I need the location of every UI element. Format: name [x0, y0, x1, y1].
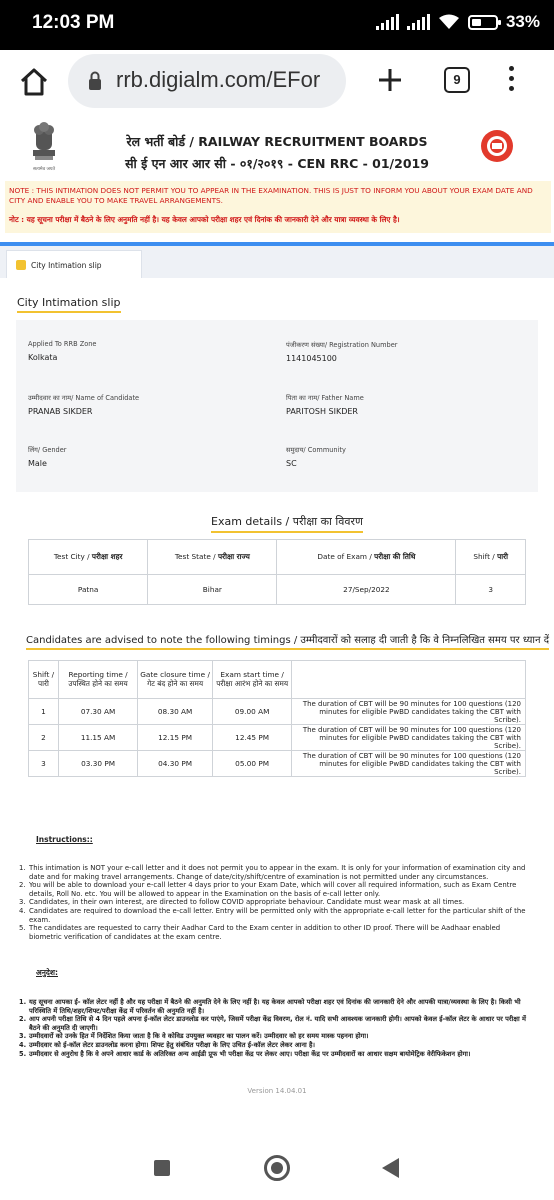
column-header-exam-date: Date of Exam / परीक्षा की तिथि	[277, 540, 456, 575]
field-father-name	[286, 393, 364, 416]
list-item: 1. This intimation is NOT your e-call letter and it does not permit you to appear in the exam. It is only for your information of examination city and date and for making travel arrangements. Change of date/city/shift/centre of examination is not permitted under any circumstances.	[19, 864, 526, 881]
note-banner	[5, 181, 551, 233]
column-header-reporting-time: Reporting time / उपस्थित होने का समय	[58, 661, 138, 699]
list-item: 3. उम्मीदवारों को उनके हित में निर्देशित किया जाता है कि वे कोविड उपयुक्त व्यवहार का पालन करें। उम्मीदवार को हर समय मास्क पहनना होगा।	[19, 1032, 369, 1041]
cell-test-state: Bihar	[148, 575, 277, 605]
tab-strip	[0, 246, 554, 278]
tab-label: City Intimation slip	[31, 261, 102, 270]
table-row	[29, 751, 526, 777]
nav-home-icon[interactable]	[264, 1155, 290, 1181]
field-value: Male	[28, 459, 47, 468]
column-header-duration	[292, 661, 526, 699]
instructions-hindi-heading: अनुदेश:	[36, 968, 58, 977]
home-icon[interactable]	[18, 66, 50, 98]
list-item: 3. Candidates, in their own interest, are directed to follow COVID appropriate behaviour. Candidate must wear mask at all times.	[19, 898, 465, 907]
table-row	[29, 725, 526, 751]
battery-icon	[468, 15, 498, 30]
browser-toolbar	[0, 50, 554, 114]
lock-icon	[88, 71, 102, 91]
note-hindi	[9, 215, 547, 225]
tab-switcher-button[interactable]: 9	[444, 67, 470, 93]
note-text: : THIS INTIMATION DOES NOT PERMIT YOU TO APPEAR IN THE EXAMINATION. THIS IS JUST TO INFORM YOU ABOUT YOUR EXAM DATE AND CITY AND ENABLE YOU TO MAKE TRAVEL ARRANGEMENTS.	[9, 186, 533, 205]
list-item: 4. उम्मीदवार को ई-कॉल लेटर डाउनलोड करना होगा। शिफ्ट हेतु संबंधित परीक्षा के लिए उचित ई-कॉल लेटर लेकर आना है।	[19, 1040, 315, 1049]
note-english	[9, 186, 547, 206]
cell-duration: The duration of CBT will be 90 minutes for 100 questions (120 minutes for eligible PwBD candidates taking the CBT with Scribe).	[292, 699, 526, 725]
status-time: 12:03 PM	[32, 12, 115, 33]
page-title-line2: सी ई एन आर आर सी - ०१/२०१९ - CEN RRC - 01/2019	[125, 156, 429, 171]
page-title-line1: रेल भर्ती बोर्ड / RAILWAY RECRUITMENT BOARDS	[126, 134, 428, 149]
column-header-test-state: Test State / परीक्षा राज्य	[148, 540, 277, 575]
cell-test-city: Patna	[29, 575, 148, 605]
field-label: Applied To RRB Zone	[28, 340, 97, 348]
cell-gate: 04.30 PM	[138, 751, 213, 777]
field-value: Kolkata	[28, 353, 58, 362]
table-header-row	[29, 661, 526, 699]
system-nav-bar	[0, 1136, 554, 1200]
field-rrb-zone	[28, 340, 97, 362]
field-registration-number	[286, 340, 397, 363]
back-icon[interactable]	[382, 1158, 399, 1178]
document-icon	[16, 260, 26, 270]
list-item: 5. उम्मीदवार से अनुरोध है कि वे अपने आधार कार्ड के अतिरिक्त अन्य आईडी प्रूफ भी परीक्षा केंद्र पर लेकर आए। परीक्षा केंद्र पर उम्मीदवारों का आधार सक्षम बायोमेट्रिक वेरीफिकेशन होगा।	[19, 1049, 471, 1058]
field-label: उम्मीदवार का नाम/ Name of Candidate	[28, 394, 140, 402]
list-item: 1. यह सूचना आपका ई- कॉल लेटर नहीं है और यह परीक्षा में बैठने की अनुमति देने के लिए नहीं है। यह केवल आपको परीक्षा शहर एवं दिनांक की जानकारी देने और आपकी यात्रा/व्यवस्था के लिए है। किसी भी परिस्थिति में तिथि/शहर/शिफ्ट/परीक्षा केंद्र में परिवर्तन की अनुमति नहीं है।	[19, 998, 521, 1015]
battery-percent: 33%	[505, 12, 540, 31]
field-value: PARITOSH SIKDER	[286, 407, 358, 416]
table-header-row	[29, 540, 526, 575]
cell-shift: 1	[29, 699, 59, 725]
field-label: लिंग/ Gender	[28, 446, 67, 454]
cell-shift: 3	[29, 751, 59, 777]
cell-reporting: 03.30 PM	[58, 751, 138, 777]
field-value: 1141045100	[286, 354, 337, 363]
signal-icon-2	[407, 14, 430, 30]
version-label: Version 14.04.01	[247, 1087, 307, 1095]
new-tab-icon[interactable]	[374, 64, 406, 96]
field-label: समुदाय/ Community	[286, 446, 346, 454]
cell-shift: 2	[29, 725, 59, 751]
list-item: 4. Candidates are required to download the e-call letter. Entry will be permitted only with the appropriate e-call letter for the particular shift of the exam.	[19, 906, 526, 924]
cell-gate: 12.15 PM	[138, 725, 213, 751]
signal-icon	[376, 14, 399, 30]
railway-logo-icon	[480, 129, 514, 163]
overflow-menu-icon[interactable]	[506, 66, 516, 96]
page-header	[0, 114, 554, 178]
section-title-timings: Candidates are advised to note the following timings / उम्मीदवारों को सलाह दी जाती है कि वे निम्नलिखित समय पर ध्यान दें	[26, 632, 549, 650]
field-value: SC	[286, 459, 297, 468]
instructions-heading: Instructions::	[36, 835, 93, 844]
section-title-exam-details: Exam details / परीक्षा का विवरण	[211, 514, 363, 533]
timings-table	[28, 660, 526, 777]
list-item: 5. The candidates are requested to carry their Aadhar Card to the Exam center in addition to other ID proof. There will be Aadhaar enabled biometric verification of candidates at the exam centre.	[19, 924, 501, 941]
list-item: 2. आप अपनी परीक्षा तिथि से 4 दिन पहले अपना ई-कॉल लेटर डाउनलोड कर पाएंगे, जिसमें परीक्षा केंद्र विवरण, रोल नं. यादि सभी आवश्यक जानकारी होगी। आपको केवल ई-कॉल लेटर के आधार पर परीक्षा में बैठने की अनुमति दी जाएगी।	[19, 1015, 526, 1032]
field-gender	[28, 445, 67, 468]
cell-duration: The duration of CBT will be 90 minutes for 100 questions (120 minutes for eligible PwBD candidates taking the CBT with Scribe).	[292, 751, 526, 777]
cell-gate: 08.30 AM	[138, 699, 213, 725]
url-text: rrb.digialm.com/EFor	[116, 67, 321, 92]
cell-start: 12.45 PM	[212, 725, 292, 751]
column-header-exam-start: Exam start time / परीक्षा आरंभ होने का समय	[212, 661, 292, 699]
field-candidate-name	[28, 393, 139, 416]
emblem-caption: सत्यमेव जयते	[32, 167, 56, 172]
cell-reporting: 11.15 AM	[58, 725, 138, 751]
field-label: पिता का नाम/ Father Name	[286, 394, 364, 402]
table-row	[29, 575, 526, 605]
candidate-details-panel	[16, 320, 538, 492]
note-hindi-text: : यह सूचना परीक्षा में बैठने के लिए अनुमति नहीं है। यह केवल आपको परीक्षा शहर एवं दिनांक की जानकारी देने और यात्रा व्यवस्था के लिए है।	[18, 215, 400, 224]
field-value: PRANAB SIKDER	[28, 407, 93, 416]
cell-duration: The duration of CBT will be 90 minutes for 100 questions (120 minutes for eligible PwBD candidates taking the CBT with Scribe).	[292, 725, 526, 751]
note-prefix: NOTE	[9, 186, 30, 195]
cell-start: 09.00 AM	[212, 699, 292, 725]
column-header-test-city: Test City / परीक्षा शहर	[29, 540, 148, 575]
wifi-icon	[438, 14, 460, 30]
cell-start: 05.00 PM	[212, 751, 292, 777]
cell-shift: 3	[456, 575, 526, 605]
exam-details-table	[28, 539, 526, 605]
field-community	[286, 445, 346, 468]
note-hindi-prefix: नोट	[9, 215, 19, 224]
status-icons	[376, 12, 540, 32]
cell-exam-date: 27/Sep/2022	[277, 575, 456, 605]
status-bar	[0, 0, 554, 50]
column-header-gate-closure: Gate closure time / गेट बंद होने का समय	[138, 661, 213, 699]
instructions-hindi-list	[19, 998, 529, 1058]
url-bar[interactable]	[68, 54, 346, 108]
column-header-shift: Shift / पारी	[456, 540, 526, 575]
section-title-city-slip: City Intimation slip	[17, 296, 121, 313]
list-item: 2. You will be able to download your e-call letter 4 days prior to your Exam Date, which will cover all required information, such as Exam Centre details, Roll No. etc. You will be allowed to appear in the Examination on the basis of e-call letter only.	[19, 881, 517, 898]
column-header-shift: Shift / पारी	[29, 661, 59, 699]
cell-reporting: 07.30 AM	[58, 699, 138, 725]
field-label: पंजीकरण संख्या/ Registration Number	[286, 341, 398, 349]
recents-icon[interactable]	[154, 1160, 170, 1176]
instructions-list	[19, 864, 529, 941]
tab-city-intimation-slip[interactable]	[6, 250, 142, 278]
table-row	[29, 699, 526, 725]
